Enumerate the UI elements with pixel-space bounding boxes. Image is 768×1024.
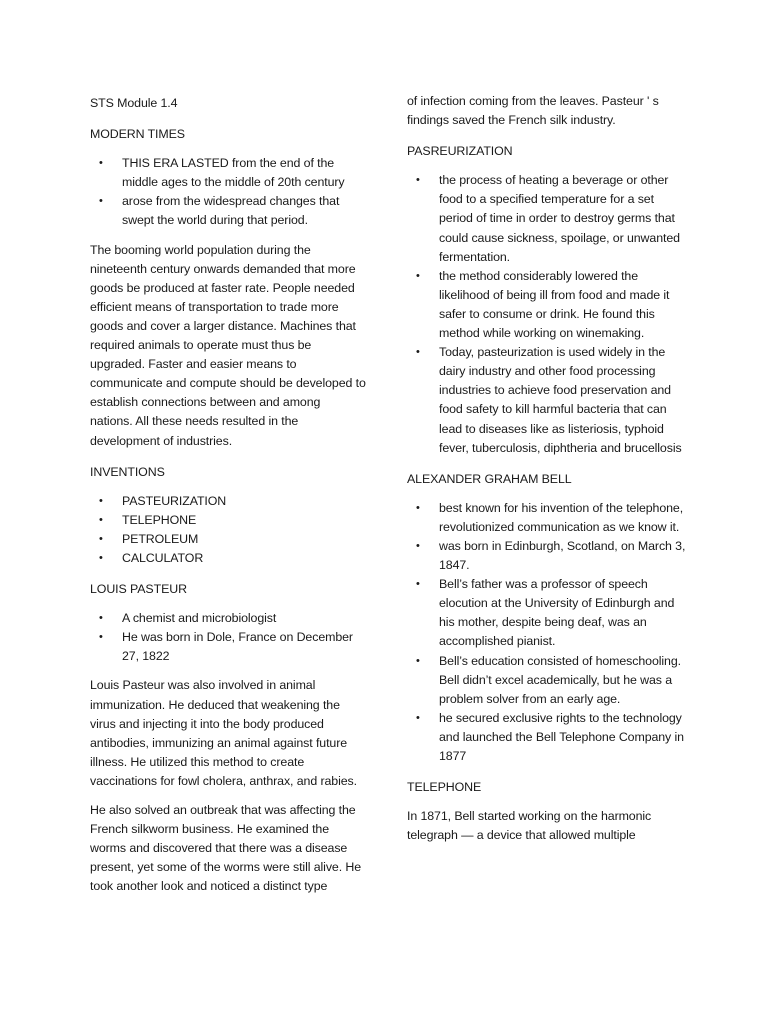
right-column xyxy=(407,92,689,855)
list-item: • THIS ERA LASTED from the end of the middle ages to the middle of 20th century xyxy=(99,156,345,190)
list-item: • CALCULATOR xyxy=(90,549,366,568)
list-item: • TELEPHONE xyxy=(90,511,366,530)
pasteur-paragraph-2: He also solved an outbreak that was affecting the French silkworm business. He examined the worms and discovered that there was a disease present, yet some of the worms were still alive. He took another look and noticed a distinct type xyxy=(90,803,362,894)
continuation-paragraph: of infection coming from the leaves. Pasteur ' s findings saved the French silk industry. xyxy=(407,94,659,128)
list-item: • Today, pasteurization is used widely in the dairy industry and other food processing industries to achieve food preservation and food safety to kill harmful bacteria that can lead to diseases like as listeriosis, typhoid fever, tuberculosis, diphtheria and brucellosis xyxy=(416,345,682,455)
louis-pasteur-list xyxy=(90,609,366,666)
module-title: STS Module 1.4 xyxy=(90,96,178,110)
list-item: • he secured exclusive rights to the technology and launched the Bell Telephone Company in 1877 xyxy=(416,710,684,763)
bullet-icon: • xyxy=(99,631,103,644)
modern-times-paragraph: The booming world population during the nineteenth century onwards demanded that more goods be produced at faster rate. People needed efficient means of transportation to trade more goods and cover a larger distance. Machines that required animals to operate must thus be upgraded. Faster and easier means to communicate and compute should be developed to establish connections between and among nations. All these needs resulted in the development of industries. xyxy=(90,242,366,448)
list-item: • best known for his invention of the telephone, revolutionized communication as we know it. xyxy=(416,500,684,534)
bullet-icon: • xyxy=(416,269,420,282)
bullet-icon: • xyxy=(416,501,420,514)
telephone-paragraph: In 1871, Bell started working on the harmonic telegraph — a device that allowed multiple xyxy=(407,809,652,843)
left-column xyxy=(90,92,366,906)
bullet-icon: • xyxy=(416,654,420,667)
list-item: • the process of heating a beverage or other food to a specified temperature for a set period of time in order to destroy germs that could cause sickness, spoilage, or unwanted fermentation. xyxy=(416,173,680,264)
bullet-icon: • xyxy=(99,494,103,507)
list-item: • the method considerably lowered the likelihood of being ill from food and made it safer to consume or drink. He found this method while working on winemaking. xyxy=(416,268,670,341)
list-item: • PETROLEUM xyxy=(90,530,366,549)
inventions-list xyxy=(90,492,366,568)
bullet-icon: • xyxy=(99,551,103,564)
modern-times-list xyxy=(90,154,366,230)
bullet-icon: • xyxy=(99,532,103,545)
list-item: • was born in Edinburgh, Scotland, on March 3, 1847. xyxy=(416,538,686,573)
list-item: • arose from the widespread changes that swept the world during that period. xyxy=(99,194,340,228)
pasteurization-heading: PASREURIZATION xyxy=(407,144,513,159)
pasteur-paragraph-1: Louis Pasteur was also involved in animal immunization. He deduced that weakening the virus and injecting it into the body produced antibodies, immunizing an animal against future illness. He utilized this method to create vaccinations for fowl cholera, anthrax, and rabies. xyxy=(90,678,357,788)
bullet-icon: • xyxy=(99,513,103,526)
modern-times-heading: MODERN TIMES xyxy=(90,127,185,142)
list-item: • A chemist and microbiologist xyxy=(90,609,366,628)
telephone-heading: TELEPHONE xyxy=(407,780,482,795)
alexander-graham-bell-heading: ALEXANDER GRAHAM BELL xyxy=(407,471,572,486)
bullet-icon: • xyxy=(416,578,420,591)
louis-pasteur-heading: LOUIS PASTEUR xyxy=(90,582,187,597)
list-item: • Bell’s education consisted of homeschooling. Bell didn’t excel academically, but he was a problem solver from an early age. xyxy=(416,653,681,706)
alexander-graham-bell-list xyxy=(407,499,689,766)
pasteurization-list xyxy=(407,171,689,457)
bullet-icon: • xyxy=(416,711,420,724)
bullet-icon: • xyxy=(416,346,420,359)
bullet-icon: • xyxy=(99,157,103,170)
list-item: • PASTEURIZATION xyxy=(90,492,366,511)
inventions-heading: INVENTIONS xyxy=(90,464,165,479)
bullet-icon: • xyxy=(416,539,420,552)
list-item: • Bell’s father was a professor of speech elocution at the University of Edinburgh and his mother, despite being deaf, was an accomplished pianist. xyxy=(416,577,675,649)
list-item: • He was born in Dole, France on December 27, 1822 xyxy=(99,630,353,664)
bullet-icon: • xyxy=(416,174,420,187)
bullet-icon: • xyxy=(99,195,103,208)
bullet-icon: • xyxy=(99,612,103,625)
